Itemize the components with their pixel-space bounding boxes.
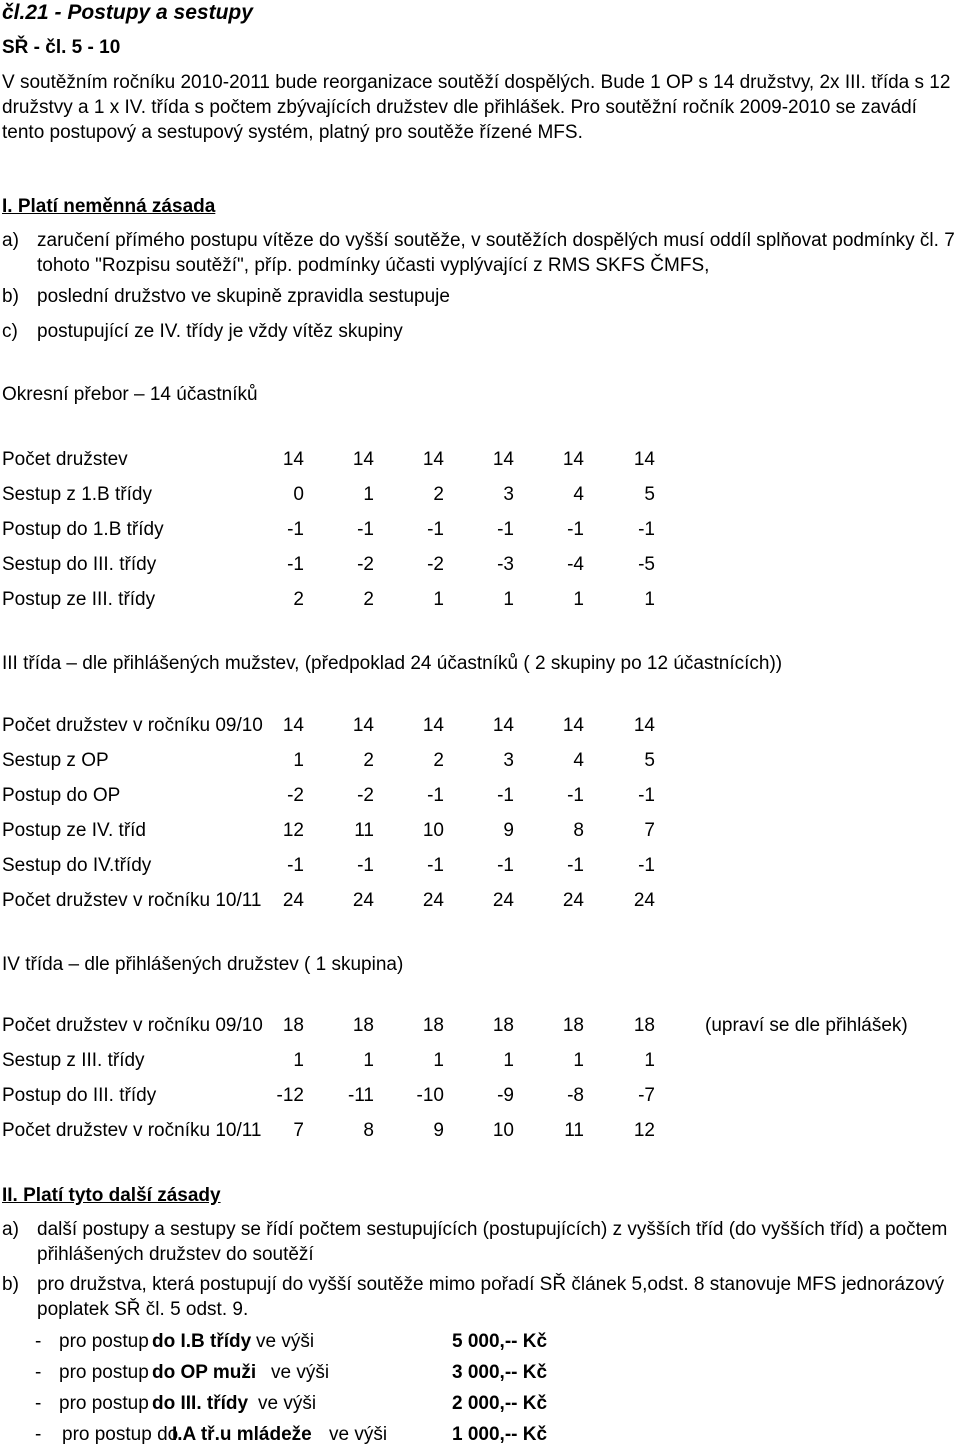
- table-cell: 8: [573, 820, 584, 841]
- table-cell: 24: [282, 890, 304, 911]
- table-cell: 12: [633, 1120, 655, 1141]
- fee-dash: -: [35, 1393, 42, 1414]
- item-text: postupující ze IV. třídy je vždy vítěz skupiny: [37, 321, 403, 342]
- table-row-label: Sestup z III. třídy: [2, 1050, 145, 1071]
- table-cell: 14: [422, 715, 444, 736]
- table-cell: 8: [363, 1120, 374, 1141]
- table-cell: 1: [433, 1050, 444, 1071]
- table-cell: 2: [433, 484, 444, 505]
- table-row-label: Počet družstev v ročníku 09/10: [2, 715, 263, 736]
- fee-prefix: pro postup: [59, 1362, 149, 1383]
- item-text-line1: další postupy a sestupy se řídí počtem sestupujících (postupujících) z vyšších tříd (do vyšších tříd) a počtem: [37, 1219, 948, 1240]
- item-text-line1: pro družstva, která postupují do vyšší soutěže mimo pořadí SŘ článek 5,odst. 8 stanovuje MFS jednorázový: [37, 1274, 945, 1295]
- table-cell: 24: [352, 890, 374, 911]
- table3-note: (upraví se dle přihlášek): [705, 1015, 908, 1036]
- table-cell: 3: [503, 484, 514, 505]
- table-cell: -1: [638, 855, 655, 876]
- fee-dash: -: [35, 1424, 42, 1445]
- fee-label: ve výši: [258, 1393, 317, 1414]
- table-cell: -1: [638, 519, 655, 540]
- table-cell: 3: [503, 750, 514, 771]
- table-cell: 7: [644, 820, 655, 841]
- item-label: a): [2, 230, 19, 251]
- fee-prefix: pro postup do: [62, 1424, 179, 1445]
- table2-title: III třída – dle přihlášených mužstev, (předpoklad 24 účastníků ( 2 skupiny po 12 účastnících)): [2, 653, 783, 674]
- table-cell: 2: [363, 750, 374, 771]
- table-cell: 18: [633, 1015, 655, 1036]
- table-cell: 10: [422, 820, 444, 841]
- table-cell: -1: [427, 855, 444, 876]
- table-cell: -9: [497, 1085, 514, 1106]
- fee-amount: 5 000,-- Kč: [452, 1331, 548, 1352]
- table-row-label: Počet družstev: [2, 449, 128, 470]
- section2-heading: II. Platí tyto další zásady: [2, 1185, 221, 1206]
- table-cell: -5: [638, 554, 655, 575]
- fee-target: do III. třídy: [152, 1393, 249, 1414]
- table-cell: -1: [567, 855, 584, 876]
- table-cell: -1: [287, 519, 304, 540]
- table-cell: -1: [427, 519, 444, 540]
- table-cell: 18: [282, 1015, 304, 1036]
- table-cell: 4: [573, 484, 584, 505]
- section1-item-c: [2, 319, 958, 344]
- fee-label: ve výši: [271, 1362, 330, 1383]
- document-subtitle: SŘ - čl. 5 - 10: [2, 37, 121, 58]
- table-cell: 24: [492, 890, 514, 911]
- fee-target: do I.B třídy: [152, 1331, 252, 1352]
- fee-amount: 2 000,-- Kč: [452, 1393, 548, 1414]
- table-cell: -1: [567, 785, 584, 806]
- table-cell: -8: [567, 1085, 584, 1106]
- section1-item-a: [2, 228, 958, 278]
- table-cell: 14: [422, 449, 444, 470]
- table-row-label: Počet družstev v ročníku 10/11: [2, 890, 262, 911]
- section1-item-b: [2, 284, 958, 309]
- table-cell: -2: [357, 785, 374, 806]
- fee-target: I.A tř.u mládeže: [172, 1424, 312, 1445]
- table-cell: -1: [427, 785, 444, 806]
- table-row-label: Sestup do IV.třídy: [2, 855, 152, 876]
- item-label: b): [2, 1274, 19, 1295]
- table-cell: -2: [427, 554, 444, 575]
- table-cell: 24: [633, 890, 655, 911]
- table-cell: 1: [573, 589, 584, 610]
- fee-prefix: pro postup: [59, 1331, 149, 1352]
- fee-prefix: pro postup: [59, 1393, 149, 1414]
- table-cell: 2: [293, 589, 304, 610]
- table-cell: -12: [276, 1085, 304, 1106]
- table-cell: -1: [567, 519, 584, 540]
- table-row-label: Počet družstev v ročníku 10/11: [2, 1120, 262, 1141]
- table-cell: 0: [293, 484, 304, 505]
- fee-target: do OP muži: [152, 1362, 257, 1383]
- table-cell: -2: [287, 785, 304, 806]
- table-cell: 11: [564, 1120, 584, 1141]
- table-cell: 12: [282, 820, 304, 841]
- table-cell: 24: [422, 890, 444, 911]
- table-cell: 1: [363, 484, 374, 505]
- section2-item-b: [2, 1272, 958, 1322]
- table-cell: 9: [433, 1120, 444, 1141]
- table-cell: 9: [503, 820, 514, 841]
- fee-label: ve výši: [256, 1331, 315, 1352]
- table-cell: -3: [497, 554, 514, 575]
- table-cell: 18: [492, 1015, 514, 1036]
- fee-dash: -: [35, 1331, 42, 1352]
- fee-amount: 1 000,-- Kč: [452, 1424, 548, 1445]
- item-text: poslední družstvo ve skupině zpravidla sestupuje: [37, 286, 450, 307]
- table-row-label: Sestup z OP: [2, 750, 109, 771]
- table-cell: 14: [282, 449, 304, 470]
- table-cell: 5: [644, 484, 655, 505]
- table-cell: -1: [497, 519, 514, 540]
- table-cell: 18: [562, 1015, 584, 1036]
- table-cell: 14: [492, 715, 514, 736]
- table-cell: 11: [354, 820, 374, 841]
- table-cell: 2: [363, 589, 374, 610]
- table-cell: 7: [293, 1120, 304, 1141]
- fee-dash: -: [35, 1362, 42, 1383]
- table-cell: 1: [644, 589, 655, 610]
- item-label: a): [2, 1219, 19, 1240]
- fee-label: ve výši: [329, 1424, 388, 1445]
- section1-heading: I. Platí neměnná zásada: [2, 196, 216, 217]
- table-cell: 1: [573, 1050, 584, 1071]
- table1-title: Okresní přebor – 14 účastníků: [2, 384, 258, 405]
- table-row-label: Sestup do III. třídy: [2, 554, 157, 575]
- table-cell: 1: [503, 589, 514, 610]
- table-cell: 14: [562, 449, 584, 470]
- table-cell: 14: [562, 715, 584, 736]
- item-label: b): [2, 286, 19, 307]
- item-text-line1: zaručení přímého postupu vítěze do vyšší soutěže, v soutěžích dospělých musí oddíl splňovat podmínky čl. 7: [37, 230, 955, 251]
- table-cell: 14: [352, 715, 374, 736]
- table-row-label: Počet družstev v ročníku 09/10: [2, 1015, 263, 1036]
- table-cell: 14: [282, 715, 304, 736]
- table-cell: 1: [503, 1050, 514, 1071]
- table-cell: 10: [492, 1120, 514, 1141]
- table-cell: 1: [644, 1050, 655, 1071]
- table-row-label: Postup ze IV. tříd: [2, 820, 146, 841]
- item-text-line2: poplatek SŘ čl. 5 odst. 9.: [37, 1299, 249, 1320]
- table-cell: 24: [562, 890, 584, 911]
- item-text-line2: tohoto "Rozpisu soutěží", příp. podmínky účasti vyplývající z RMS SKFS ČMFS,: [37, 255, 710, 276]
- fee-amount: 3 000,-- Kč: [452, 1362, 548, 1383]
- table-cell: -1: [638, 785, 655, 806]
- table-cell: -11: [347, 1085, 374, 1106]
- table-cell: -1: [357, 855, 374, 876]
- table-cell: 14: [352, 449, 374, 470]
- table-row-label: Postup do 1.B třídy: [2, 519, 164, 540]
- document-title: čl.21 - Postupy a sestupy: [2, 1, 253, 24]
- table-cell: 2: [433, 750, 444, 771]
- table-cell: -2: [357, 554, 374, 575]
- table-cell: 18: [422, 1015, 444, 1036]
- table-cell: -1: [357, 519, 374, 540]
- table-cell: -10: [416, 1085, 444, 1106]
- table-cell: 1: [293, 1050, 304, 1071]
- table-cell: -7: [638, 1085, 655, 1106]
- table-cell: -1: [497, 855, 514, 876]
- section2-item-a: [2, 1217, 958, 1267]
- table-cell: 1: [433, 589, 444, 610]
- item-text-line2: přihlášených družstev do soutěží: [37, 1244, 314, 1265]
- table-cell: -1: [287, 554, 304, 575]
- item-label: c): [2, 321, 18, 342]
- table-cell: 14: [633, 715, 655, 736]
- table-cell: 1: [293, 750, 304, 771]
- table-cell: -1: [287, 855, 304, 876]
- table3-title: IV třída – dle přihlášených družstev ( 1 skupina): [2, 954, 404, 975]
- table-row-label: Postup do OP: [2, 785, 121, 806]
- table-row-label: Postup ze III. třídy: [2, 589, 156, 610]
- table-cell: 14: [492, 449, 514, 470]
- table-cell: 5: [644, 750, 655, 771]
- table-cell: 14: [633, 449, 655, 470]
- table-cell: -4: [567, 554, 584, 575]
- table-row-label: Sestup z 1.B třídy: [2, 484, 152, 505]
- table-cell: 1: [363, 1050, 374, 1071]
- table-row-label: Postup do III. třídy: [2, 1085, 157, 1106]
- table-cell: 4: [573, 750, 584, 771]
- table-cell: -1: [497, 785, 514, 806]
- intro-paragraph: V soutěžním ročníku 2010-2011 bude reorganizace soutěží dospělých. Bude 1 OP s 14 družstvy, 2x III. třída s 12 družstvy a 1 x IV. třída s počtem zbývajících družstev dle přihlášek. Pro soutěžní ročník 2009-2010 se zavádí tento postupový a sestupový systém, platný pro soutěže řízené MFS.: [2, 72, 951, 143]
- table-cell: 18: [352, 1015, 374, 1036]
